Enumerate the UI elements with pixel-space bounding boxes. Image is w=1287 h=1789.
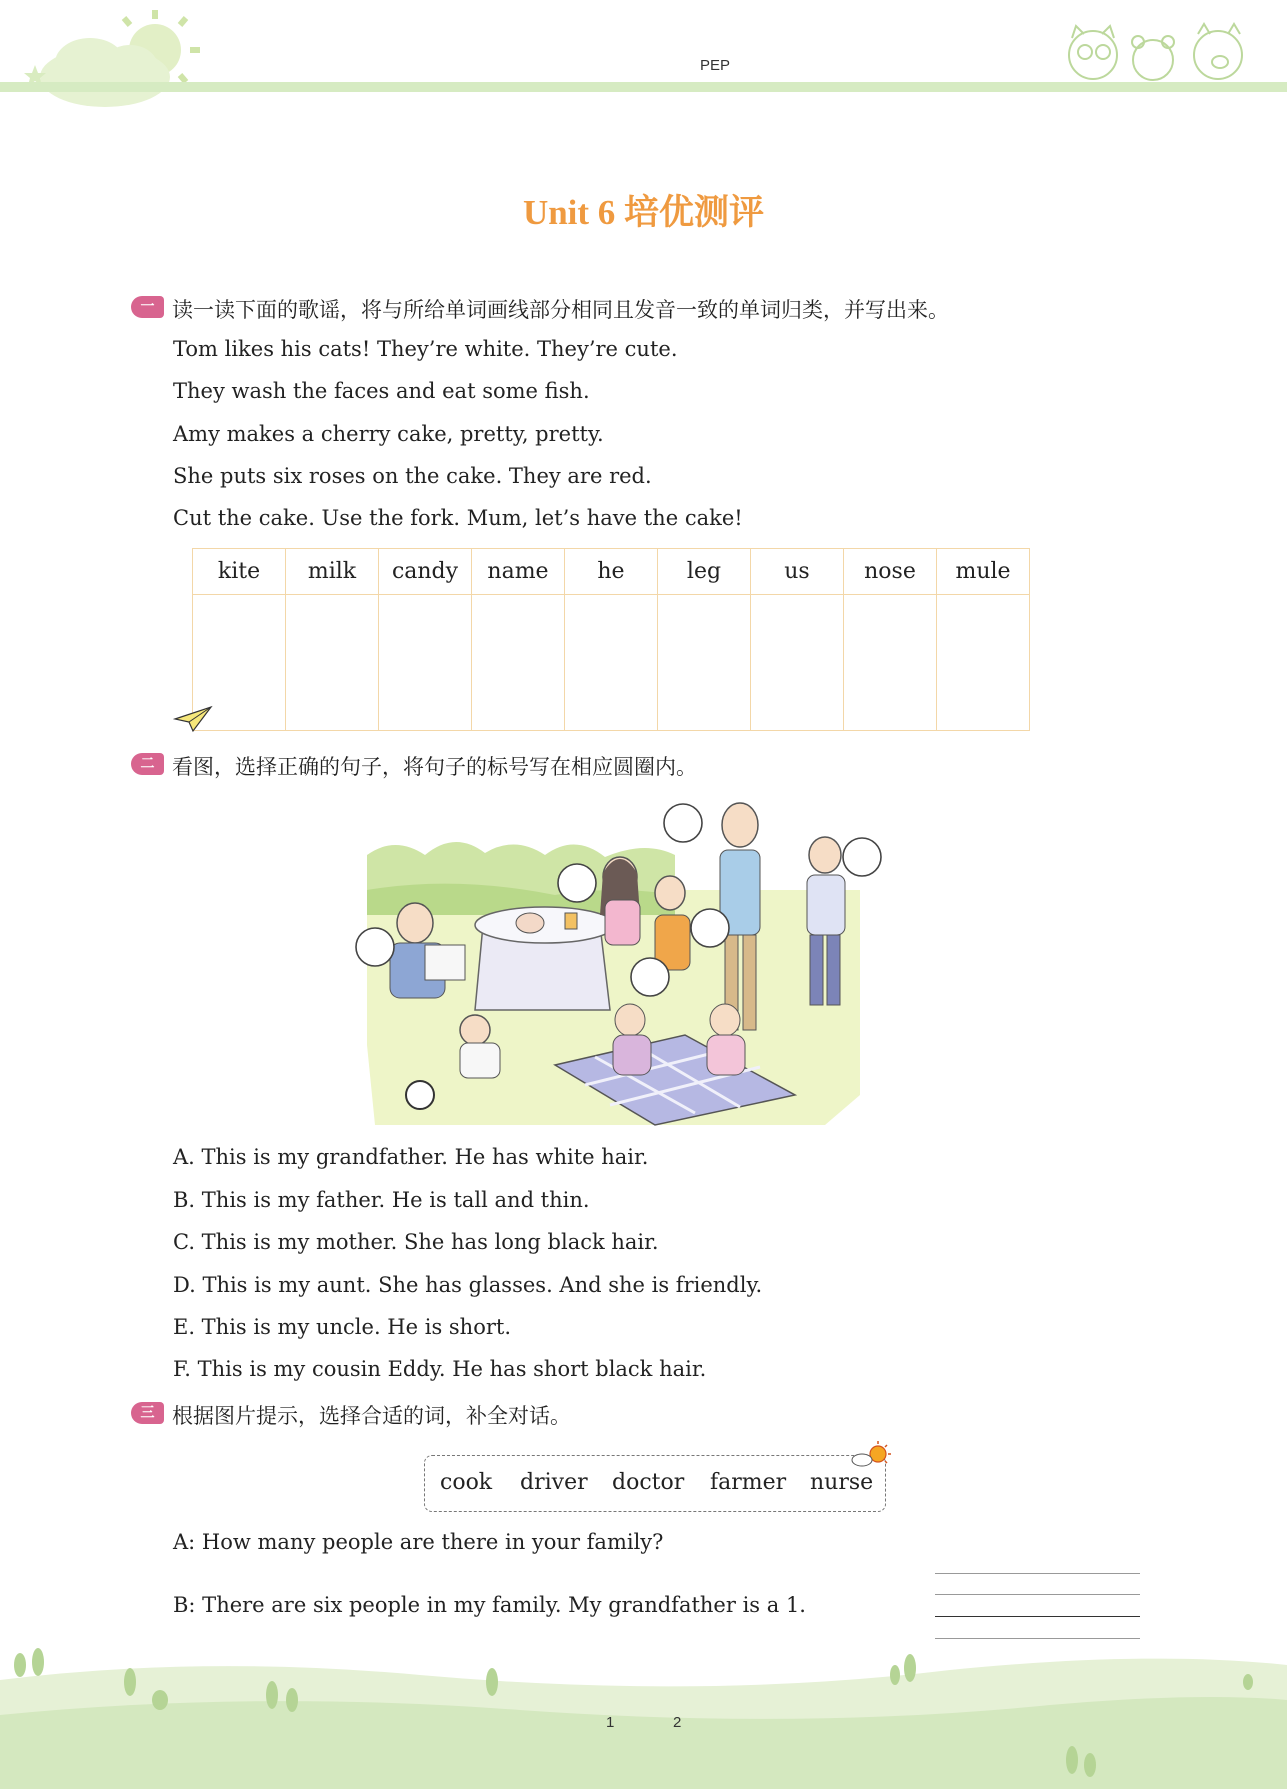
sun-cloud-icon (848, 1440, 893, 1470)
page-number-right: 2 (673, 1714, 682, 1731)
word-bank-item: driver (520, 1470, 588, 1495)
dialogue-b: B: There are six people in my family. My grandfather is a 1. (173, 1593, 806, 1617)
answer-cell[interactable] (658, 595, 751, 731)
section-1-badge: 一 (131, 296, 164, 318)
table-header-cell: mule (937, 549, 1030, 595)
option-a: A. This is my grandfather. He has white hair. (173, 1145, 649, 1169)
answer-cell[interactable] (844, 595, 937, 731)
poem-line: They wash the faces and eat some fish. (173, 379, 590, 403)
header-cloud-sun-decoration (20, 5, 210, 115)
section-2-badge: 二 (131, 753, 164, 775)
option-d: D. This is my aunt. She has glasses. And she is friendly. (173, 1273, 763, 1297)
option-f: F. This is my cousin Eddy. He has short black hair. (173, 1357, 707, 1381)
table-header-cell: nose (844, 549, 937, 595)
answer-guide-line (935, 1594, 1140, 1595)
option-e: E. This is my uncle. He is short. (173, 1315, 511, 1339)
table-header-cell: candy (379, 549, 472, 595)
section-2-instruction: 看图，选择正确的句子，将句子的标号写在相应圆圈内。 (172, 755, 697, 779)
table-header-cell: leg (658, 549, 751, 595)
answer-cell[interactable] (751, 595, 844, 731)
table-header-cell: us (751, 549, 844, 595)
option-c: C. This is my mother. She has long black hair. (173, 1230, 659, 1254)
table-header-cell: milk (286, 549, 379, 595)
section-3-badge: 三 (131, 1402, 164, 1424)
poem-line: Cut the cake. Use the fork. Mum, let’s have the cake! (173, 506, 743, 530)
paper-plane-icon (173, 705, 213, 733)
answer-cell[interactable] (472, 595, 565, 731)
section-1-instruction: 读一读下面的歌谣，将与所给单词画线部分相同且发音一致的单词归类，并写出来。 (172, 298, 949, 322)
phonics-sort-table (192, 548, 1030, 731)
answer-cell[interactable] (565, 595, 658, 731)
word-bank-item: farmer (710, 1470, 787, 1495)
answer-cell[interactable] (937, 595, 1030, 731)
family-picnic-illustration (355, 795, 885, 1130)
page-title: Unit 6 培优测评 (522, 193, 765, 232)
word-bank-item: doctor (612, 1470, 685, 1495)
section-3-instruction: 根据图片提示，选择合适的词，补全对话。 (172, 1404, 571, 1428)
poem-line: Tom likes his cats! They’re white. They’re cute. (173, 337, 678, 361)
answer-cell[interactable] (286, 595, 379, 731)
word-bank (424, 1455, 886, 1512)
page-number-left: 1 (606, 1714, 615, 1731)
option-b: B. This is my father. He is tall and thin. (173, 1188, 590, 1212)
poem-line: She puts six roses on the cake. They are red. (173, 464, 652, 488)
poem-line: Amy makes a cherry cake, pretty, pretty. (173, 422, 604, 446)
answer-guide-line (935, 1573, 1140, 1574)
footer-hills-decoration (0, 1620, 1287, 1789)
table-header-cell: kite (193, 549, 286, 595)
table-header-cell: he (565, 549, 658, 595)
answer-cell[interactable] (379, 595, 472, 731)
word-bank-item: nurse (810, 1470, 874, 1495)
word-bank-item: cook (440, 1470, 493, 1495)
header-label: PEP (700, 57, 731, 74)
answer-blank-1[interactable] (935, 1616, 1140, 1617)
dialogue-a: A: How many people are there in your family? (173, 1530, 664, 1554)
header-animals-decoration (1058, 20, 1258, 85)
table-header-cell: name (472, 549, 565, 595)
